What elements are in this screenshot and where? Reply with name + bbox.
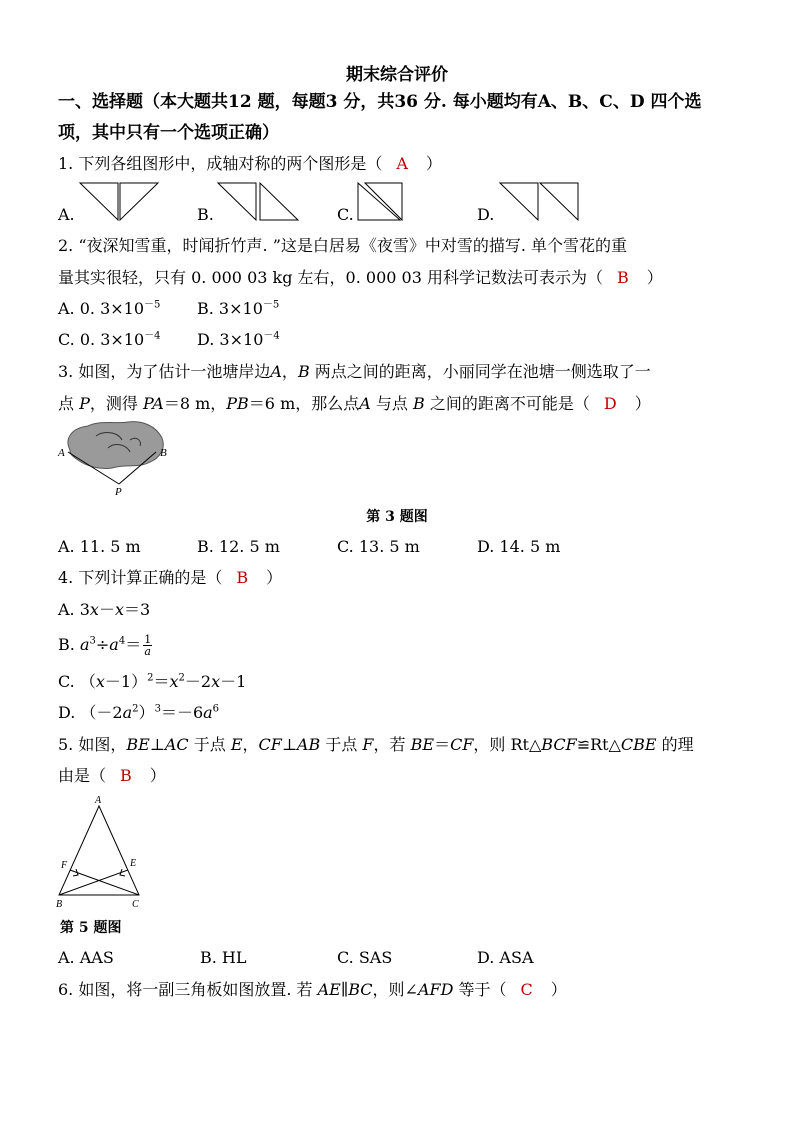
question-6-stem: 6. 如图，将一副三角板如图放置. 若 AE∥BC，则∠AFD 等于（ C ） [58,980,567,999]
question-5-line2: 由是（ B ） [58,766,166,785]
q1-option-b-label: B. [197,205,214,224]
q5-option-d: D. ASA [477,948,534,967]
q5-caption: 第 5 题图 [60,920,122,936]
q3-option-a: A. 11. 5 m [58,537,141,556]
fraction-one-over-a: $\frac{1}{a}$ [144,633,152,658]
q1-option-d-label: D. [477,205,495,224]
triangle-abc [59,806,139,895]
label-b: B [160,447,167,459]
label-a: A [58,447,65,459]
q2-option-b: B. $3\times 10^{-5}$ [197,299,280,318]
section-heading-line2: 项，其中只有一个选项正确） [58,123,279,143]
answer-5: B [120,766,132,785]
answer-1: A [396,154,408,173]
q1-option-c-label: C. [337,205,354,224]
question-2-line1: 2. “夜深知雪重，时闻折竹声. ”这是白居易《夜雪》中对雪的描写. 单个雪花的重 [58,236,628,255]
question-5-line1: 5. 如图，BE⊥AC 于点 E，CF⊥AB 于点 F，若 BE＝CF，则 Rt△BCF≌Rt△CBE 的理 [58,735,694,754]
label-b: B [56,899,63,910]
section-heading-line1: 一、选择题（本大题共12 题，每题3 分，共36 分. 每小题均有A、B、C、D 四个选 [58,92,702,112]
question-1-stem: 1. 下列各组图形中，成轴对称的两个图形是（ A ） [58,154,442,173]
question-2-line2: 量其实很轻，只有 0. 000 03 kg 左右，0. 000 03 用科学记数法可表示为（ B ） [58,268,663,287]
q5-option-b: B. HL [200,948,247,967]
question-4-stem: 4. 下列计算正确的是（ B ） [58,568,283,587]
label-e: E [130,858,137,869]
q3-option-d: D. 14. 5 m [477,537,561,556]
q5-option-c: C. SAS [337,948,393,967]
segment-be [59,870,128,895]
answer-6: C [520,980,533,999]
label-a: A [95,795,102,806]
label-p: P [115,486,122,498]
question-3-line2: 点 P，测得 PA＝8 m，PB＝6 m，那么点A 与点 B 之间的距离不可能是（ D ） [58,394,651,413]
q3-option-c: C. 13. 5 m [337,537,420,556]
q2-option-c: C. 0. $3\times 10^{-4}$ [58,330,161,349]
q3-caption: 第 3 题图 [366,509,428,525]
q2-option-a: A. 0. $3\times 10^{-5}$ [58,299,161,318]
q3-option-b: B. 12. 5 m [197,537,280,556]
q4-option-c: C. $(x-1)^2=x^2-2x-1$ [58,672,247,691]
q2-option-d: D. $3\times 10^{-4}$ [197,330,280,349]
q4-option-b: B. $a^3\div a^4=$ $\frac{1}{a}$ [58,633,152,658]
q1-option-a-label: A. [58,205,75,224]
answer-3: D [603,394,617,413]
segment-cf [70,870,139,895]
answer-4: B [236,568,249,587]
label-f: F [61,860,68,871]
q4-option-d: D. $(-2a^2)^3=-6a^6$ [58,703,220,722]
question-3-line1: 3. 如图，为了估计一池塘岸边A，B 两点之间的距离，小丽同学在池塘一侧选取了一 [58,362,651,381]
page-title: 期末综合评价 [346,65,448,85]
label-c: C [132,899,139,910]
q5-option-a: A. AAS [58,948,114,967]
q4-option-a: A. 3x－x＝3 [58,600,151,619]
answer-2: B [616,268,629,287]
